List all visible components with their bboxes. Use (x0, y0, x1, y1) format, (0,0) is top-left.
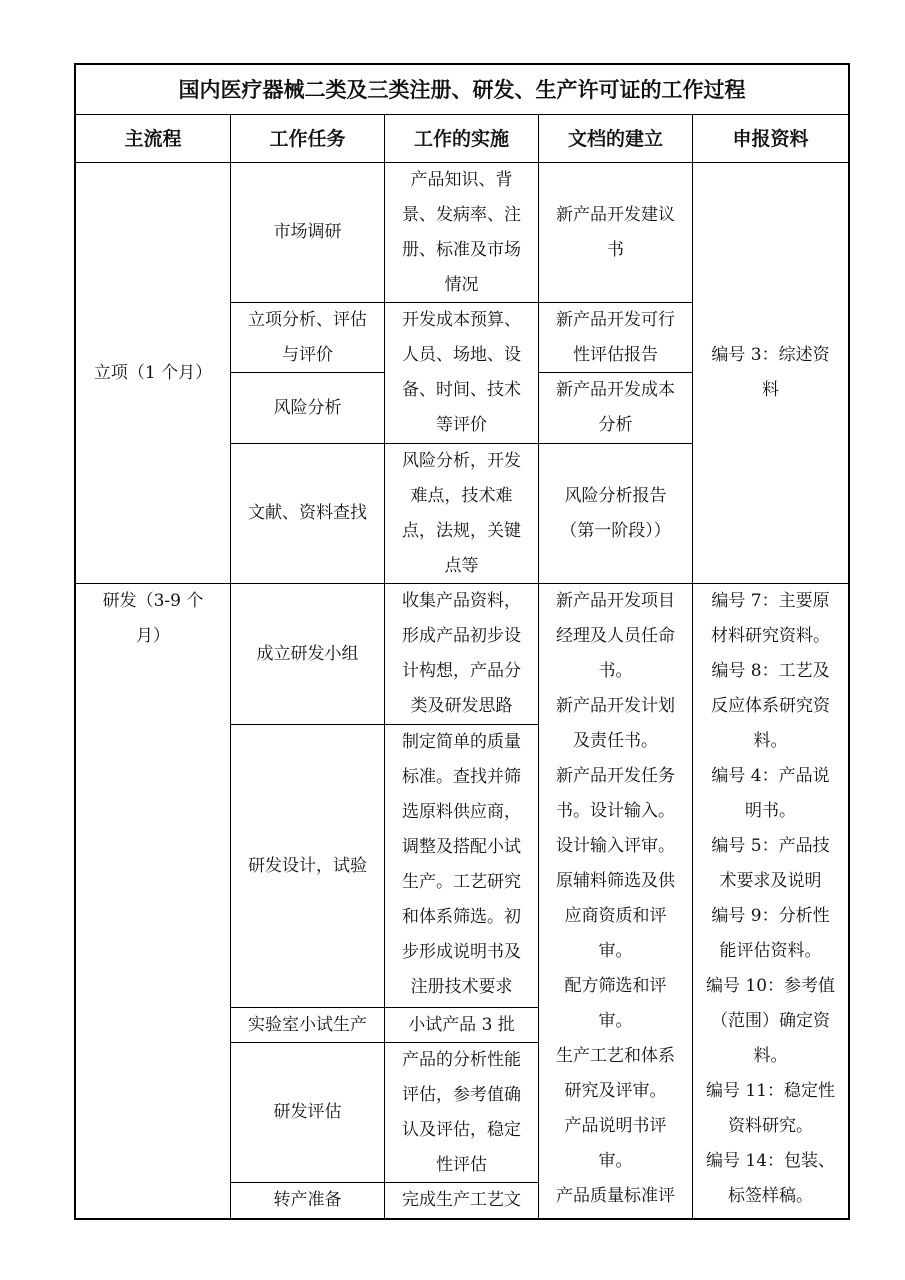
header-submission: 申报资料 (693, 115, 848, 163)
task-literature-search: 文献、资料查找 (231, 444, 385, 584)
task-market-research: 市场调研 (231, 163, 385, 303)
research-documents: 新产品开发项目 经理及人员任命 书。 新产品开发计划 及责任书。 新产品开发任务 书。设计输入。 设计输入评审。 原辅料筛选及供 应商资质和评 审。 配方筛选和评 审。 生产工艺和体系 研究及评审。 产品说明书评 审。 产品质量标准评 (539, 584, 693, 1218)
task-form-team: 成立研发小组 (231, 584, 385, 725)
task-risk-analysis: 风险分析 (231, 373, 385, 444)
impl-quality-standard: 制定简单的质量 标准。查找并筛 选原料供应商， 调整及搭配小试 生产。工艺研究 和体系筛选。初 步形成说明书及 注册技术要求 (385, 725, 539, 1008)
header-documentation: 文档的建立 (539, 115, 693, 163)
doc-feasibility-report: 新产品开发可行 性评估报告 (539, 303, 693, 373)
header-main-process: 主流程 (76, 115, 231, 163)
task-design-experiment: 研发设计，试验 (231, 725, 385, 1008)
impl-market-research: 产品知识、背 景、发病率、注 册、标准及市场 情况 (385, 163, 539, 303)
doc-risk-report: 风险分析报告 （第一阶段）） (539, 444, 693, 584)
research-stage-cell: 研发（3-9 个 月） (76, 584, 231, 1218)
task-feasibility-analysis: 立项分析、评估 与评价 (231, 303, 385, 373)
impl-risk-analysis: 风险分析，开发 难点，技术难 点，法规，关键 点等 (385, 444, 539, 584)
impl-performance-evaluation: 产品的分析性能 评估，参考值确 认及评估，稳定 性评估 (385, 1043, 539, 1183)
initiation-submission: 编号 3：综述资 料 (693, 163, 848, 584)
doc-cost-analysis: 新产品开发成本 分析 (539, 373, 693, 444)
doc-development-proposal: 新产品开发建议 书 (539, 163, 693, 303)
impl-process-documents: 完成生产工艺文 (385, 1183, 539, 1218)
impl-collect-materials: 收集产品资料， 形成产品初步设 计构想，产品分 类及研发思路 (385, 584, 539, 725)
header-work-task: 工作任务 (231, 115, 385, 163)
task-transfer-preparation: 转产准备 (231, 1183, 385, 1218)
task-lab-pilot-production: 实验室小试生产 (231, 1008, 385, 1043)
initiation-stage-cell: 立项（1 个月） (76, 163, 231, 584)
research-submission: 编号 7：主要原 材料研究资料。 编号 8：工艺及 反应体系研究资 料。 编号 4：产品说 明书。 编号 5：产品技 术要求及说明 编号 9：分析性 能评估资料。 编号 10：参考值 （范围）确定资 料。 编号 11：稳定性 资料研究。 编号 14：包装、 标签样稿。 (705, 591, 836, 1206)
process-table (74, 63, 850, 1220)
impl-pilot-batches: 小试产品 3 批 (385, 1008, 539, 1043)
table-title: 国内医疗器械二类及三类注册、研发、生产许可证的工作过程 (76, 65, 848, 115)
impl-cost-evaluation: 开发成本预算、 人员、场地、设 备、时间、技术 等评价 (385, 303, 539, 444)
header-implementation: 工作的实施 (385, 115, 539, 163)
task-research-evaluation: 研发评估 (231, 1043, 385, 1183)
